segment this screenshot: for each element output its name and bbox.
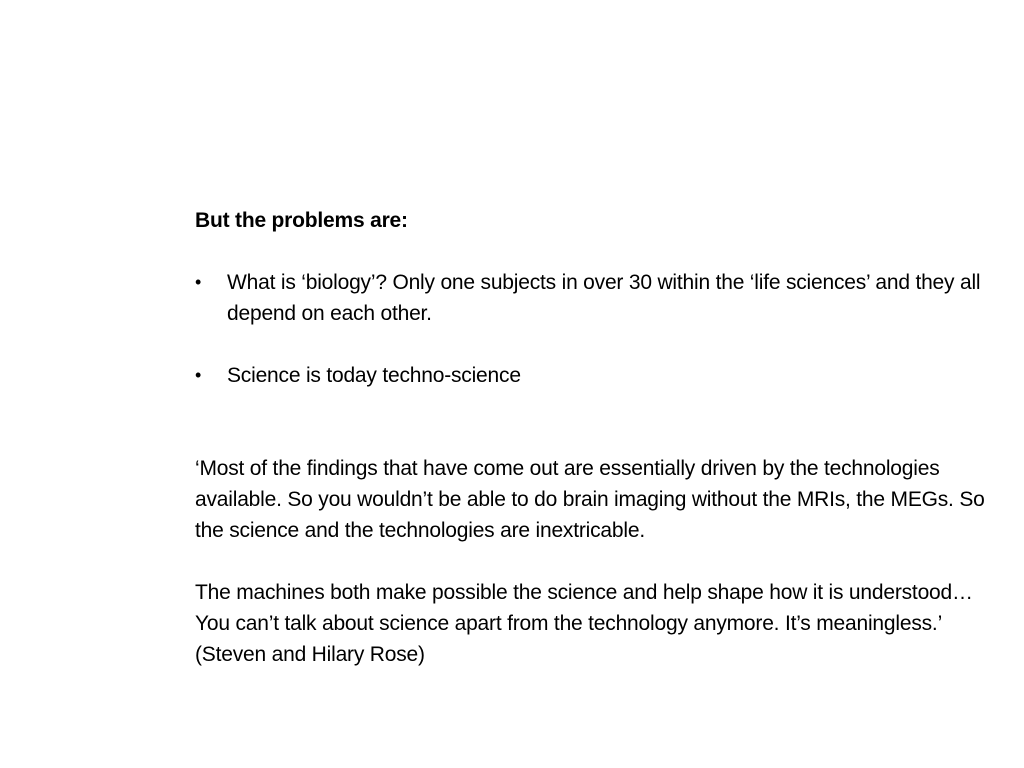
- quote-paragraph: ‘Most of the findings that have come out are essentially driven by the technologies available. So you wouldn’t be able to do brain imaging without the MRIs, the MEGs. So the science and the technologies are inextricable.: [195, 457, 985, 542]
- bullet-icon: •: [195, 365, 202, 385]
- spacer: [195, 422, 995, 453]
- bullet-list: [195, 267, 995, 391]
- bullet-item: [195, 267, 995, 329]
- spacer: [195, 546, 995, 577]
- slide-heading: But the problems are:: [195, 209, 408, 232]
- bullet-icon: •: [195, 272, 202, 292]
- bullet-text: Science is today techno-science: [227, 364, 521, 387]
- quote-paragraph: The machines both make possible the science and help shape how it is understood…You can’t talk about science apart from the technology anymore. It’s meaningless.’ (Steven and Hilary Rose): [195, 581, 973, 666]
- spacer: [195, 391, 995, 422]
- bullet-text: What is ‘biology’? Only one subjects in over 30 within the ‘life sciences’ and they all depend on each other.: [227, 271, 981, 325]
- slide-content: [195, 205, 995, 670]
- spacer: [195, 329, 995, 360]
- bullet-item: [195, 360, 995, 391]
- spacer: [195, 236, 995, 267]
